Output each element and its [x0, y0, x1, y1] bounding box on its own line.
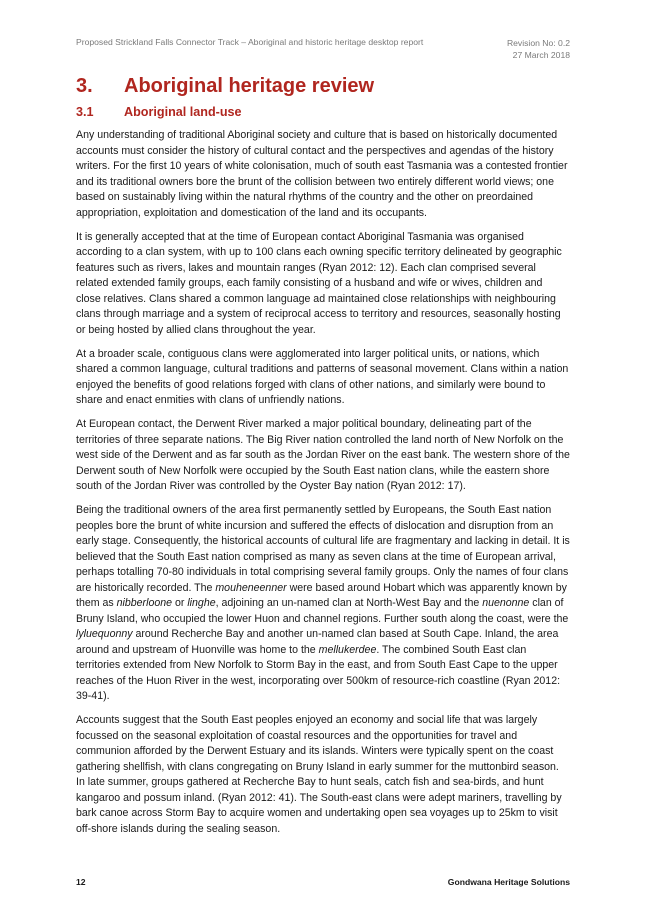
- subsection-title: Aboriginal land-use: [124, 105, 242, 119]
- section-title: Aboriginal heritage review: [124, 75, 375, 97]
- paragraph-6: Accounts suggest that the South East peoples enjoyed an economy and social life that was largely focussed on the seasonal exploitation of coastal resources and the opportunities for travel and communion afforded by the Derwent Estuary and its islands. Winters were typically spent on the coast gathering shellfish, with clans congregating on Bruny Island in early summer for the muttonbird season. In late summer, groups gathered at Recherche Bay to hunt seals, catch fish and sea-birds, and hunt kangaroo and possum inland. (Ryan 2012: 41). The South-east clans were adept mariners, travelling by bark canoe across Storm Bay to acquire women and undertaking open sea voyages up to 25km to visit off-shore islands during the sealing season.: [76, 714, 562, 835]
- section-number: 3.: [76, 75, 93, 97]
- paragraph-3: At a broader scale, contiguous clans were agglomerated into larger political units, or nations, which shared a common language, cultural traditions and patterns of seasonal movement. Clans within a nation enjoyed the benefits of good relations forged with clans of other nations, and similarly were bound to share and enact enmities with clans of unfriendly nations.: [76, 347, 569, 406]
- company-name: Gondwana Heritage Solutions: [447, 877, 570, 887]
- page-header: [76, 37, 570, 67]
- page-number: 12: [76, 877, 86, 887]
- paragraph-1: Any understanding of traditional Aboriginal society and culture that is based on historically documented accounts must consider the history of cultural contact and the perspectives and agendas of the history writers. For the first 10 years of white colonisation, much of south east Tasmania was a contested frontier and its traditional owners bore the brunt of the collision between two entirely different world views; one based on sustainably living within the natural rhythms of the country and the other on preordained appropriation, exploitation and domestication of the land and its occupants.: [76, 129, 568, 219]
- clan-name-mouheneenner: mouheneenner: [215, 581, 287, 594]
- p5-text-f: around Recherche Bay and another un-named clan based at South Cape. Inland, the area around and upstream of Huonville was home to the: [76, 628, 559, 656]
- place-name-nibberloone: nibberloone: [116, 597, 173, 609]
- clan-name-nuenonne: nuenonne: [482, 597, 530, 609]
- subsection-number: 3.1: [76, 105, 94, 119]
- section-heading: [76, 74, 570, 98]
- paragraph-4: At European contact, the Derwent River marked a major political boundary, delineating part of the territories of three separate nations. The Big River nation controlled the land north of New Norfolk on the west side of the Derwent and as far south as the Jordan River on the east bank. The western shore of the Derwent south of New Norfolk were occupied by the South East nation clans, while the eastern shore south of the Jordan River was controlled by the Oyster Bay nation (Ryan 2012: 17).: [76, 418, 570, 492]
- p5-text-a: Being the traditional owners of the area first permanently settled by Europeans, the South East nation peoples bore the brunt of white incursion and suffered the effects of dislocation and disruption from an early stage. Consequently, the historical accounts of cultural life are fragmentary and lacking in detail. It is believed that the South East nation comprised as many as seven clans at the time of European arrival, perhaps totalling 70-80 individuals in total comprising several family groups. Only the names of four clans are historically recorded. The: [76, 504, 570, 594]
- p5-text-e: clan of Bruny Island, who occupied the lower Huon and channel regions. Further south along the coast, were the: [76, 597, 569, 625]
- revision-date: 27 March 2018: [512, 50, 570, 60]
- clan-name-lyluequonny: lyluequonny: [76, 628, 133, 640]
- paragraph-5: [76, 503, 570, 705]
- revision-block: [507, 37, 570, 61]
- document-title: Proposed Strickland Falls Connector Track – Aboriginal and historic heritage desktop report: [76, 37, 424, 47]
- p5-text-c: or: [172, 597, 188, 609]
- revision-number: Revision No: 0.2: [506, 38, 570, 48]
- paragraph-2: It is generally accepted that at the time of European contact Aboriginal Tasmania was organised according to a clan system, with up to 100 clans each owning specific territory delineated by geographic features such as rivers, lakes and mountain ranges (Ryan 2012: 12). Each clan comprised several related extended family groups, each family consisting of a husband and wife or wives, children and close relatives. Clans shared a common language ad maintained close relationships with neighbouring clans through marriage and a system of reciprocal access to territory and resources, seasonally hosting or being hosted by allied clans throughout the year.: [76, 230, 562, 336]
- p5-text-g: . The combined South East clan territories extended from New Norfolk to Storm Bay in the east, and from South East Cape to the upper reaches of the Huon River in the west, incorporating over 500km of resource-rich coastline (Ryan 2012: 39-41).: [76, 643, 561, 702]
- page-content: [76, 74, 570, 837]
- place-name-linghe: linghe: [187, 597, 216, 609]
- clan-name-mellukerdee: mellukerdee: [318, 643, 377, 656]
- subsection-heading: [76, 104, 570, 120]
- p5-text-d: , adjoining an un-named clan at North-West Bay and the: [215, 597, 483, 609]
- p5-text-b: were based around Hobart which was apparently known by them as: [76, 581, 567, 609]
